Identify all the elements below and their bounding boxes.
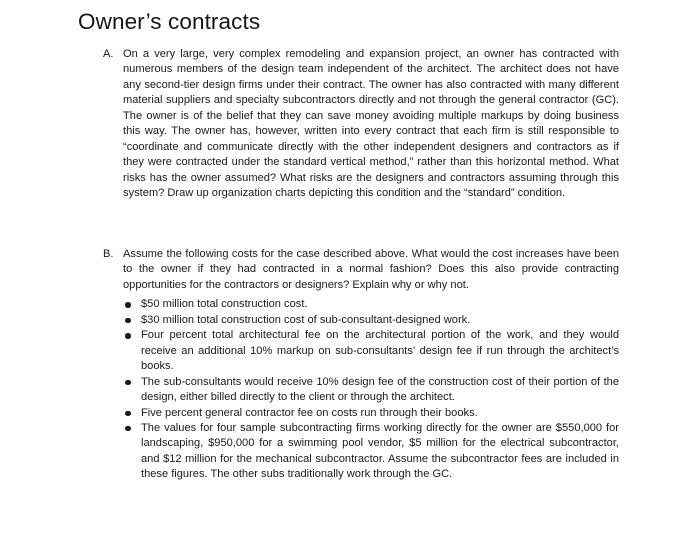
list-item bbox=[123, 375, 619, 406]
question-a-marker: A. bbox=[103, 48, 114, 60]
list-item bbox=[123, 297, 619, 312]
page-title: Owner’s contracts bbox=[78, 9, 261, 34]
bullet-icon bbox=[125, 333, 131, 339]
list-item-text: Five percent general contractor fee on costs run through their books. bbox=[141, 406, 478, 419]
bullet-icon bbox=[125, 426, 131, 432]
list-item-text: $30 million total construction cost of sub-consultant-designed work. bbox=[141, 313, 471, 326]
bullet-icon bbox=[125, 302, 131, 308]
question-b-marker: B. bbox=[103, 248, 114, 260]
cost-assumptions-list bbox=[123, 297, 619, 482]
question-a bbox=[103, 47, 619, 202]
list-item-text: Four percent total architectural fee on the architectural portion of the work, and they would receive an additional 10% markup on sub-consultants’ design fee if run through the architect’s books. bbox=[141, 329, 619, 373]
list-item-text: The sub-consultants would receive 10% design fee of the construction cost of their portion of the design, either billed directly to the client or through the architect. bbox=[141, 375, 619, 404]
list-item bbox=[123, 313, 619, 328]
bullet-icon bbox=[125, 380, 131, 386]
bullet-icon bbox=[125, 318, 131, 324]
list-item bbox=[123, 406, 619, 421]
list-item-text: The values for four sample subcontracting firms working directly for the owner are $550,000 for landscaping, $950,000 for a swimming pool vendor, $5 million for the electrical subcontractor, and $12 million for the mechanical subcontractor. Assume the subcontractor fees are included in these figures. The other subs traditionally work through the GC. bbox=[141, 421, 619, 481]
question-b bbox=[103, 247, 619, 483]
question-b-text: Assume the following costs for the case described above. What would the cost increases have been to the owner if they had contracted in a normal fashion? Does this also provide contracting opportunities for the contractors or designers? Explain why or why not. bbox=[123, 248, 619, 291]
question-a-text: On a very large, very complex remodeling and expansion project, an owner has contracted with numerous members of the design team independent of the architect. The architect does not have any second-tier design firms under their contract. The owner has also contracted with many different material suppliers and specialty subcontractors directly and not through the general contractor (GC). The owner is of the belief that they can save money avoiding multiple markups by doing business this way. The owner has, however, written into every contract that each firm is still responsible to “coordinate and communicate directly with the other independent designers and contractors as if they were contracted under the standard vertical method,” rather than this horizontal method. What risks has the owner assumed? What risks are the designers and contractors assuming through this system? Draw up organization charts depicting this condition and the “standard” condition. bbox=[123, 48, 619, 200]
list-item-text: $50 million total construction cost. bbox=[141, 298, 308, 311]
list-item bbox=[123, 421, 619, 483]
list-item bbox=[123, 328, 619, 374]
bullet-icon bbox=[125, 411, 131, 417]
